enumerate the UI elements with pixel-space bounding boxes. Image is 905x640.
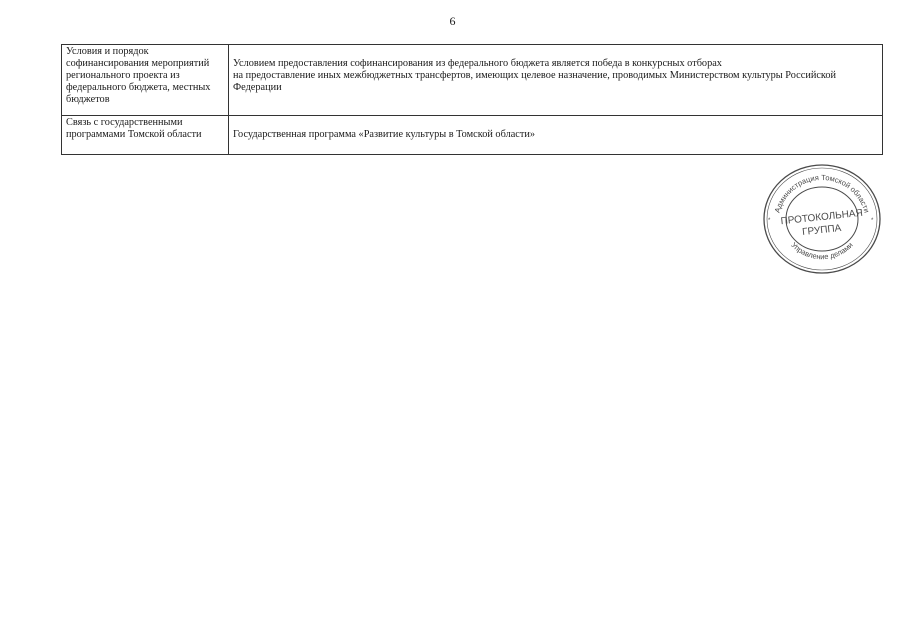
page-number: 6 [449, 14, 456, 28]
row-label-programs: Связь с государственными программами Томской области [62, 116, 229, 155]
stamp-star-right: * [871, 218, 874, 224]
row-label-cofinancing: Условия и порядок софинансирования мероприятий регионального проекта из федерального бюджета, местных бюджетов [62, 45, 229, 116]
stamp-center-line-1: ПРОТОКОЛЬНАЯ [780, 207, 864, 228]
project-info-table [61, 44, 883, 155]
table-row [62, 116, 883, 155]
cofinancing-line-2: на предоставление иных межбюджетных трансфертов, имеющих целевое назначение, проводимых Министерством культуры Российской Федерации [233, 70, 837, 93]
row-value-cofinancing [229, 45, 883, 116]
programs-value: Государственная программа «Развитие культуры в Томской области» [233, 129, 536, 140]
stamp-outer-top-text: Администрация Томской области [772, 172, 872, 214]
protocol-group-stamp [760, 160, 884, 278]
stamp-center-line-2: ГРУППА [801, 222, 842, 239]
table-row [62, 45, 883, 116]
row-value-programs [229, 116, 883, 155]
stamp-outer-bottom-text: Управление делами [789, 240, 855, 262]
cofinancing-line-1: Условием предоставления софинансирования из федерального бюджета является победа в конкурсных отборах [233, 58, 722, 69]
stamp-star-left: * [768, 218, 771, 224]
